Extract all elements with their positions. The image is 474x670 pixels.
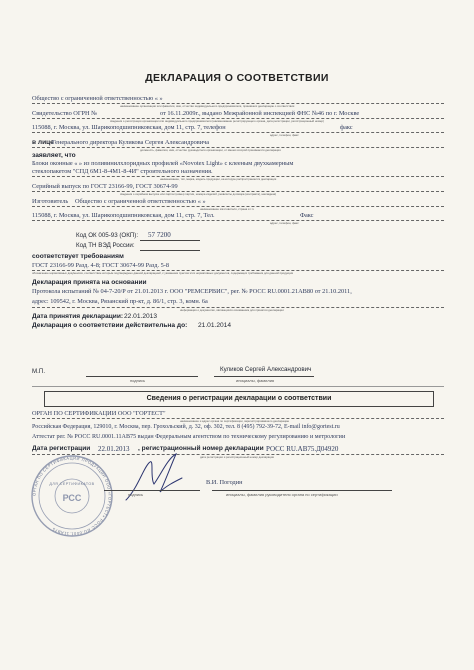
stamp-ring-text: ОРГАН ПО СЕРТИФИКАЦИИ ПРОДУКЦИИ ООО «ГОРТЕСТ» РОСС RU.0001.11АВ75 xyxy=(31,455,113,537)
person-caption: должность, фамилия, имя, отчество руководителя организации, от имени которой принимается декларация xyxy=(140,148,281,152)
maker-address-caption: адрес, телефон, факс xyxy=(270,221,299,225)
applicant-org-caption: наименование организации или фамилия, имя, отчество индивидуального предпринимателя, принявших декларацию о соответствии xyxy=(120,104,295,108)
requirements-label: соответствует требованиям xyxy=(32,253,124,260)
valid-until-label: Декларация о соответствии действительна до: xyxy=(32,322,188,329)
okp-value: 57 7200 xyxy=(148,231,171,239)
accepted-date-label: Дата принятия декларации: xyxy=(32,313,124,320)
declares-label: заявляет, что xyxy=(32,152,76,159)
handwritten-signature xyxy=(120,448,190,508)
applicant-signer-name: Куликов Сергей Александрович xyxy=(220,366,312,373)
registration-title-box xyxy=(44,391,434,407)
valid-until-date: 21.01.2014 xyxy=(198,322,232,329)
requirements-caption: обозначение нормативных документов, соответствие которым подтверждено данной декларацией, с указанием пунктов этих нормативных документов, содержащих требования для данной продукции xyxy=(32,271,294,275)
applicant-fax-label: факс xyxy=(340,124,353,131)
reg-signer-caption: инициалы, фамилия руководителя органа по сертификации xyxy=(226,492,338,497)
tnved-label: Код ТН ВЭД России: xyxy=(76,242,135,249)
reg-date-label: Дата регистрации xyxy=(32,445,91,452)
certification-stamp xyxy=(28,452,116,540)
maker-label: Изготовитель xyxy=(32,198,69,205)
ogrn-caption: сведения о регистрации организации или индивидуального предпринимателя (наименование регистрирующего органа, дата регистрации, регистрационный номер) xyxy=(110,119,324,123)
reg-signer-name: В.И. Погодин xyxy=(206,479,243,486)
stamp-mark-text: РСС xyxy=(62,493,82,503)
accepted-date: 22.01.2013 xyxy=(124,313,158,320)
applicant-address: 115088, г. Москва, ул. Шарикоподшипниковская, дом 11, стр. 7, телефон xyxy=(32,124,226,131)
basis-line2: адрес: 109542, г. Москва, Рязанский пр-кт, д. 86/1, стр. 3, комн. 6а xyxy=(32,298,208,305)
registration-title: Сведения о регистрации декларации о соответствии xyxy=(146,395,332,402)
product-line2: стеклопакетом "СПД 6М1-8-4М1-8-4И" строительного назначения. xyxy=(32,168,213,175)
maker-fax-label: Факс xyxy=(300,212,314,219)
reg-number: РОСС RU.АВ75.Д04920 xyxy=(266,445,339,453)
maker-caption: наименование изготовителя, страна и т.п. xyxy=(200,207,255,211)
reg-caption: дата регистрации и регистрационный номер декларации xyxy=(200,455,275,459)
serial-caption: сведения о серийном выпуске или партии (номер партии, номера изделий, реквизиты договора (контракта), накладная) xyxy=(120,192,277,196)
reg-date: 22.01.2013 xyxy=(98,445,130,453)
basis-caption: информация о документах, являющихся основанием для принятия декларации xyxy=(180,308,284,312)
product-caption: наименование, тип, марка, модель продукции, на которую распространяется декларация xyxy=(160,177,277,181)
address-caption: адрес, телефон, факс xyxy=(270,133,299,137)
product-line1: Блоки оконные « » из поливинилхлоридных профилей «Novotex Light» с клееным двухкамерным xyxy=(32,160,294,167)
maker-name: Общество с ограниченной ответственностью « » xyxy=(75,198,206,205)
cert-body-address: Российская Федерация, 129010, г. Москва, пер. Грохольский, д. 32, оф. 302, тел. 8 (495) 792-39-72, E-mail info@gortest.ru xyxy=(32,424,340,430)
applicant-sign-caption: подпись xyxy=(130,378,146,383)
requirements-value: ГОСТ 23166-99 Разд. 4-8; ГОСТ 30674-99 Разд. 5-8 xyxy=(32,262,170,269)
reg-sign-caption: подпись xyxy=(128,492,144,497)
person-name: Генерального директора Куликова Сергея Александровича xyxy=(52,139,210,146)
stamp-inner-text: ДЛЯ СЕРТИФИКАТОВ xyxy=(49,482,95,486)
okp-label: Код ОК 005-93 (ОКП): xyxy=(76,232,139,239)
reg-number-label: , регистрационный номер декларации xyxy=(138,445,264,452)
ogrn-issued: от 16.11.2009г., выдано Межрайонной инспекцией ФНС №46 по г. Москве xyxy=(160,110,360,117)
person-label: в лице xyxy=(32,139,54,146)
document-title: ДЕКЛАРАЦИЯ О СООТВЕТСТВИИ xyxy=(145,72,329,84)
serial-info: Серийный выпуск по ГОСТ 23166-99, ГОСТ 30674-99 xyxy=(32,183,178,190)
applicant-org: Общество с ограниченной ответственностью « » xyxy=(32,95,163,102)
stamp-place-label: М.П. xyxy=(32,368,46,375)
maker-address: 115088, г. Москва, ул. Шарикоподшипниковская, дом 11, стр. 7, Тел. xyxy=(32,212,215,219)
cert-body-name: ОРГАН ПО СЕРТИФИКАЦИИ ООО "ГОРТЕСТ" xyxy=(32,410,166,417)
cert-body-caption: наименование и адрес органа по сертификации, зарегистрировавшего декларацию xyxy=(180,419,290,423)
basis-label: Декларация принята на основании xyxy=(32,279,147,286)
ogrn-label: Свидетельство ОГРН № xyxy=(32,110,98,117)
cert-body-attestat: Аттестат рег. № РОСС RU.0001.11АВ75 выдан Федеральным агентством по техническому регулированию и метрологии xyxy=(32,434,346,440)
basis-line1: Протокола испытаний № 04-7-20/Р от 21.01.2013 г. ООО "РЕМСЕРВИС", рег. № РОСС RU.0001.21АВ80 от 21.10.2011, xyxy=(32,288,352,295)
applicant-initials-caption: инициалы, фамилия xyxy=(236,378,275,383)
